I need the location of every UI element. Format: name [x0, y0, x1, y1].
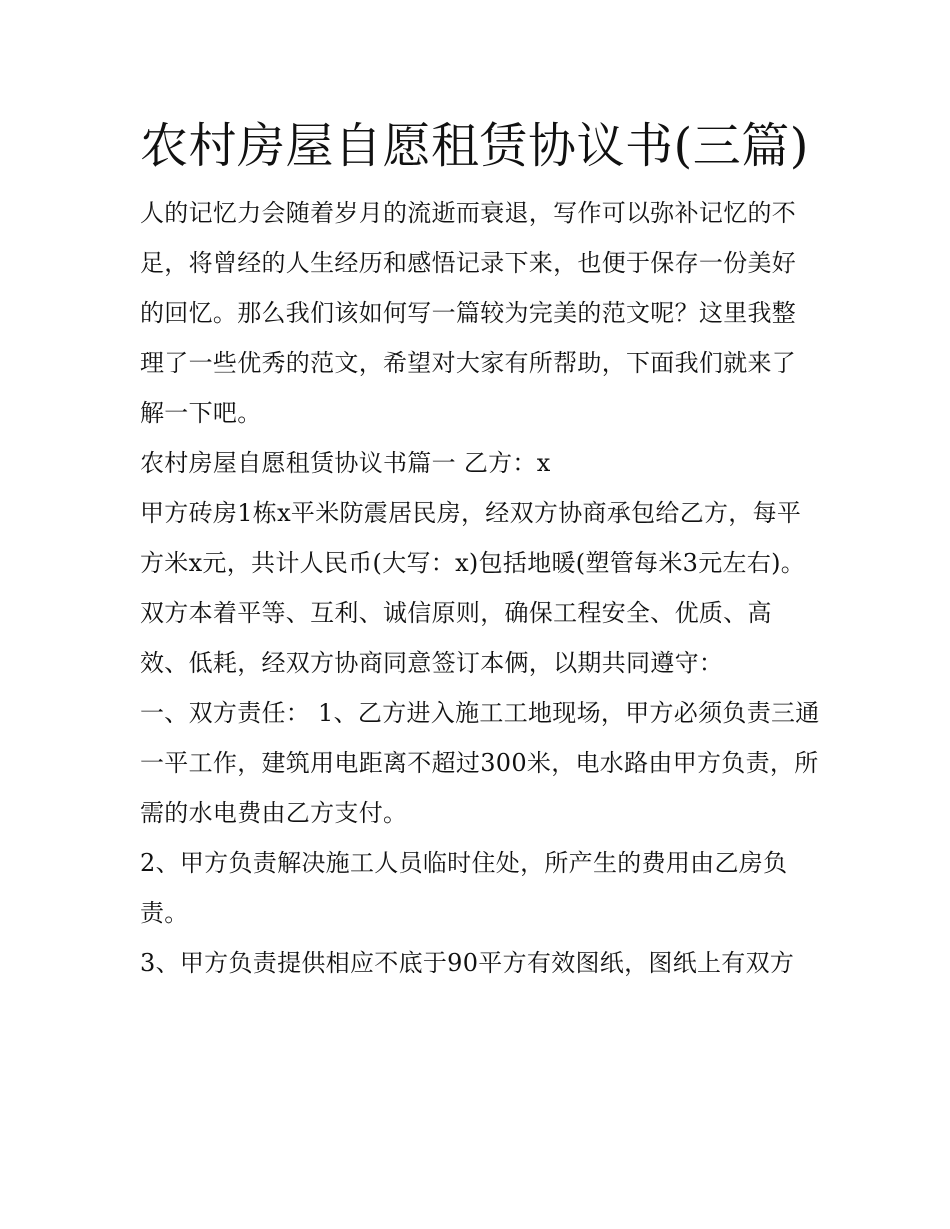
paragraph-heading-part-one: 农村房屋自愿租赁协议书篇一 乙方：x — [140, 449, 551, 477]
paragraph-agreement-terms: 甲方砖房1栋x平米防震居民房，经双方协商承包给乙方，每平方米x元，共计人民币(大写：x)包括地暖(塑管每米3元左右)。双方本着平等、互利、诚信原则，确保工程安全、优质、高效、低耗，经双方协商同意签订本俩，以期共同遵守： — [140, 499, 806, 677]
paragraph-intro: 人的记忆力会随着岁月的流逝而衰退，写作可以弥补记忆的不足，将曾经的人生经历和感悟记录下来，也便于保存一份美好的回忆。那么我们该如何写一篇较为完美的范文呢？这里我整理了一些优秀的范文，希望对大家有所帮助，下面我们就来了解一下吧。 — [140, 199, 797, 427]
paragraph-responsibility-3: 3、甲方负责提供相应不底于90平方有效图纸，图纸上有双方 — [140, 949, 795, 977]
paragraph-responsibility-2: 2、甲方负责解决施工人员临时住处，所产生的费用由乙房负责。 — [140, 849, 788, 927]
document-title: 农村房屋自愿租赁协议书(三篇) — [140, 118, 809, 174]
document-content — [140, 112, 820, 988]
paragraph-responsibility-1: 一、双方责任： 1、乙方进入施工工地现场，甲方必须负责三通一平工作，建筑用电距离不超过300米，电水路由甲方负责，所需的水电费由乙方支付。 — [140, 699, 820, 827]
